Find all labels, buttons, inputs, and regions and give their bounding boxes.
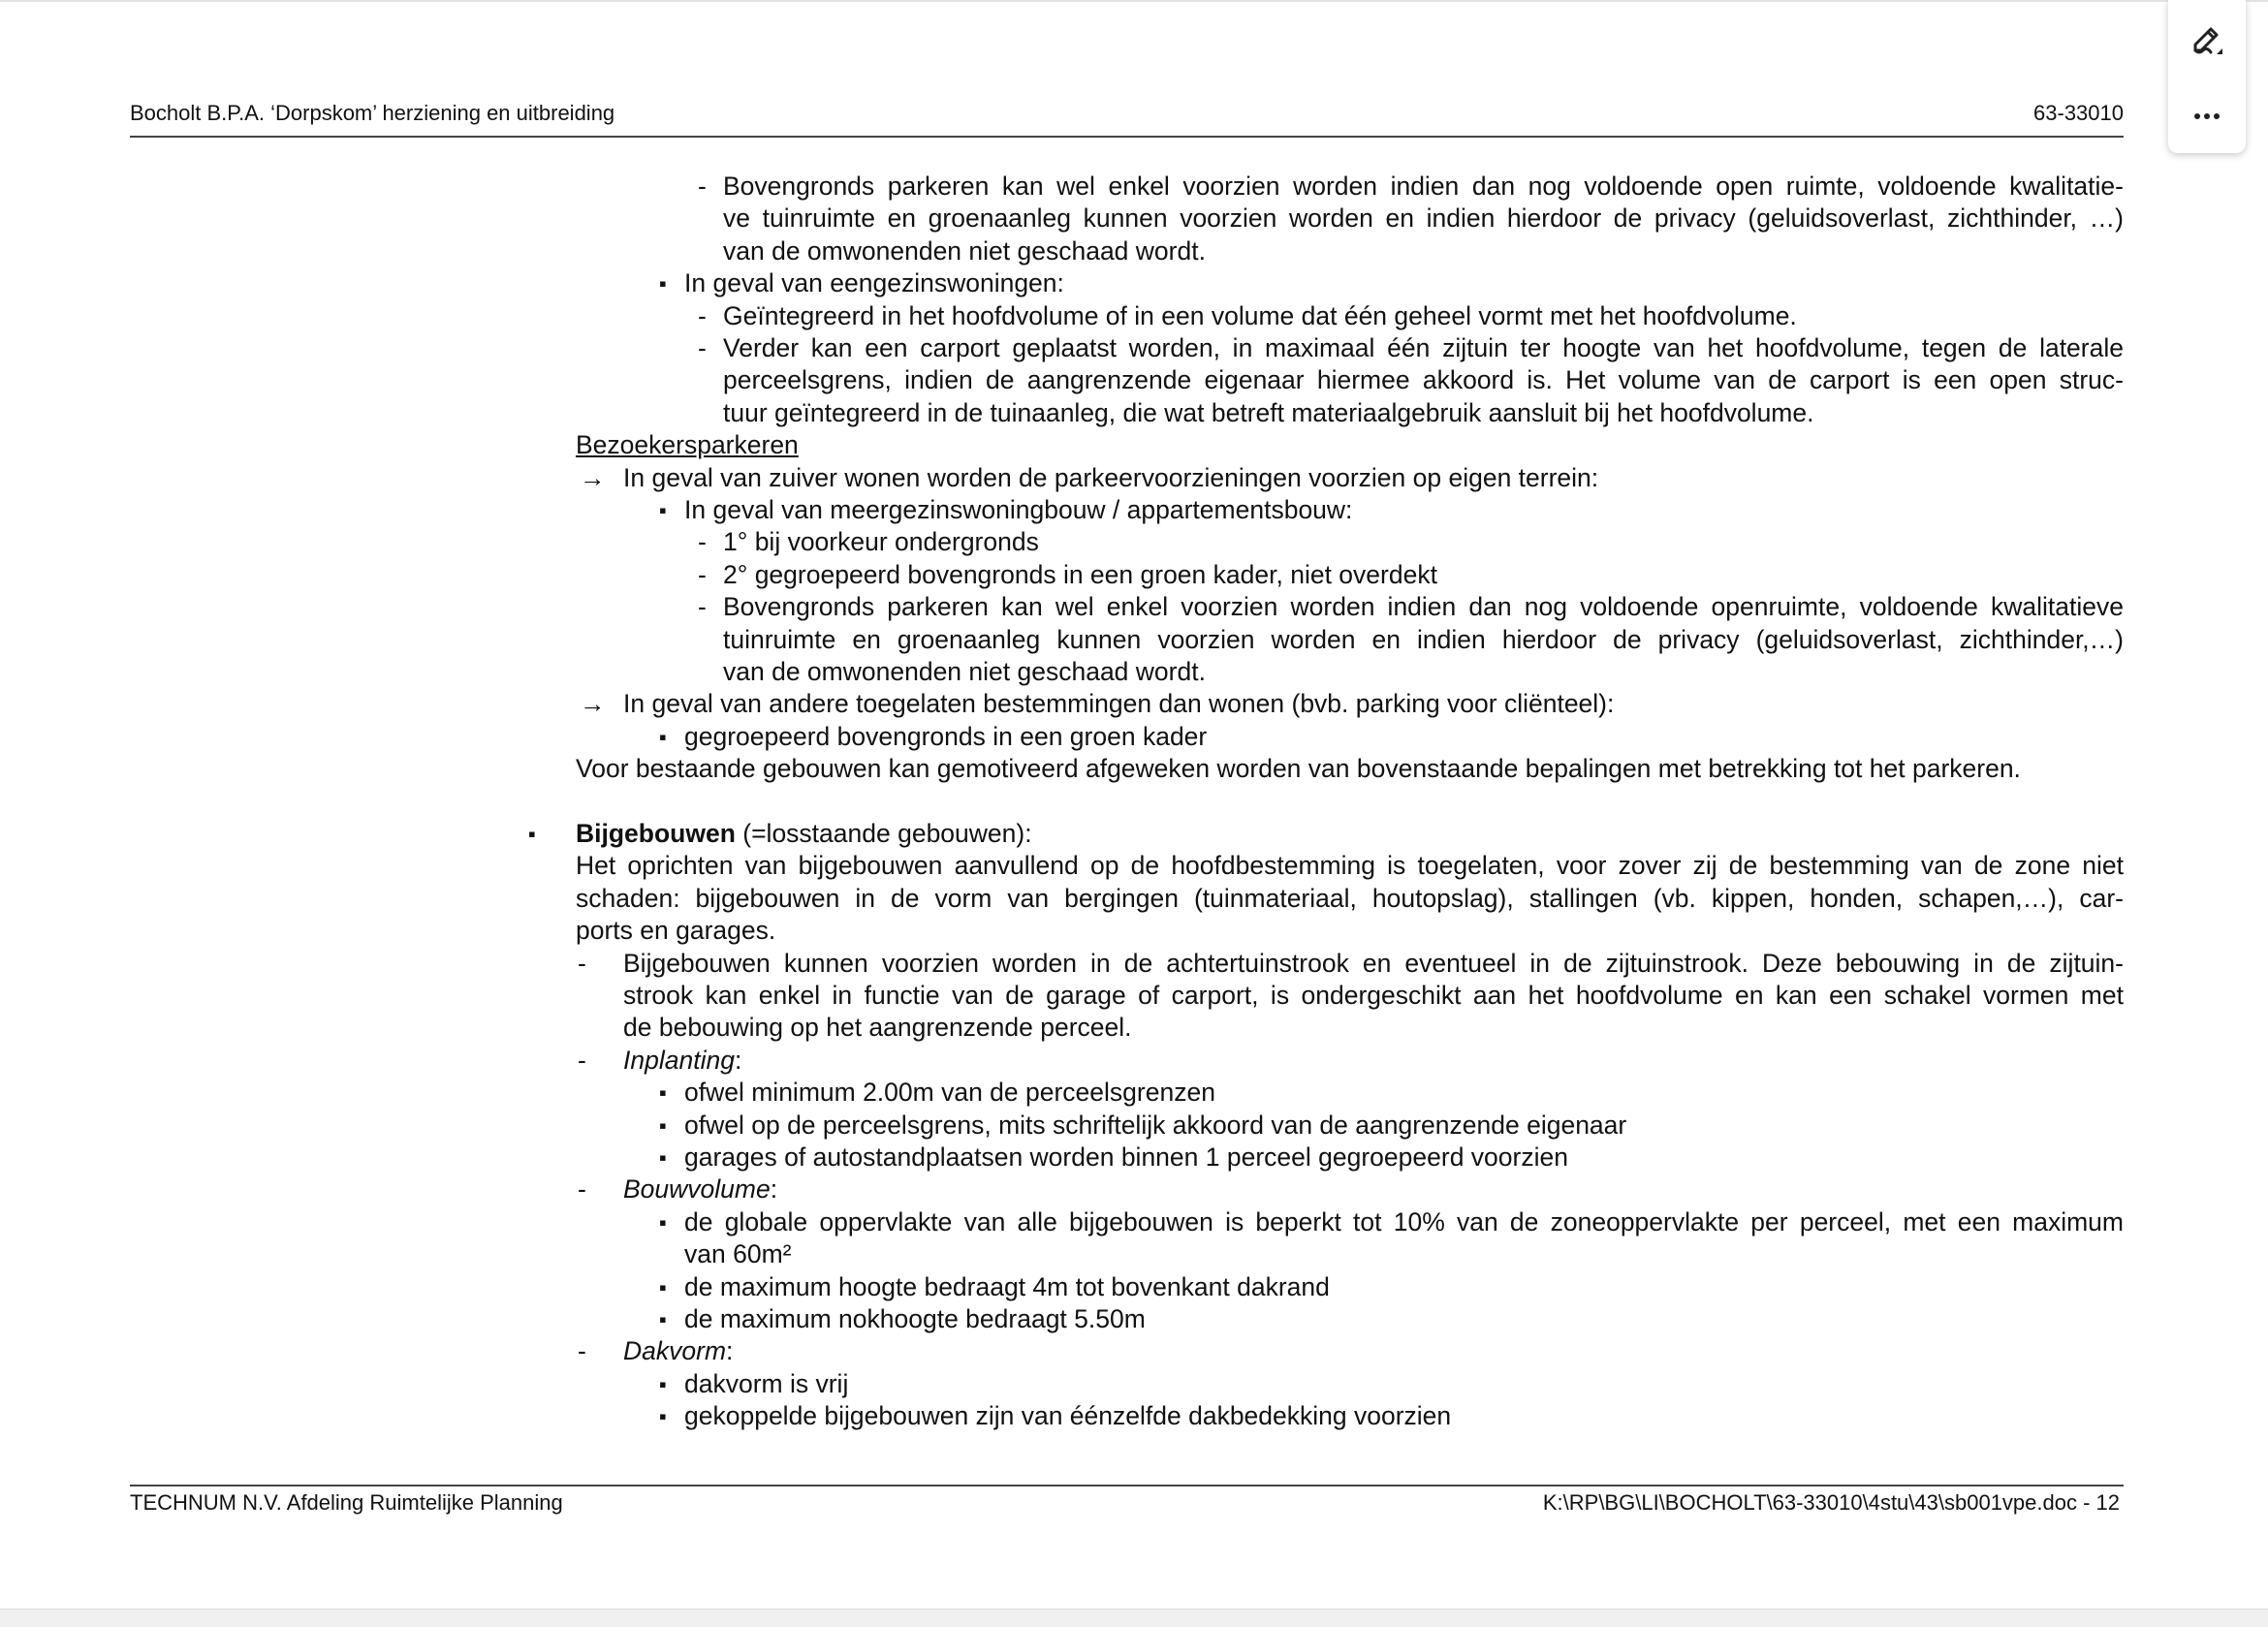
list-item: garages of autostandplaatsen worden binnen 1 perceel gegroepeerd voorzien bbox=[684, 1142, 1568, 1172]
text-line bbox=[0, 526, 2167, 558]
header-title: Bocholt B.P.A. ‘Dorpskom’ herziening en uitbreiding bbox=[130, 101, 615, 125]
list-item: Geïntegreerd in het hoofdvolume of in een volume dat één geheel vormt met het hoofdvolume. bbox=[723, 300, 1797, 330]
footer-file-path: K:\RP\BG\LI\BOCHOLT\63-33010\4stu\43\sb001vpe.doc - 12 bbox=[1542, 1490, 2120, 1515]
square-bullet-icon: ▪ bbox=[659, 1307, 667, 1331]
text-line bbox=[0, 1110, 2167, 1142]
dash-marker: - bbox=[578, 1336, 586, 1366]
text-line bbox=[0, 332, 2167, 364]
subheading-colon: : bbox=[770, 1174, 778, 1205]
dash-marker: - bbox=[578, 1045, 586, 1075]
paragraph-line: schaden: bijgebouwen in de vorm van bergingen (tuinmateriaal, houtopslag), stallingen (vb. kippen, honden, schapen,…), car- bbox=[576, 883, 2124, 913]
text-line bbox=[0, 1173, 2167, 1205]
section-heading-suffix: (=losstaande gebouwen): bbox=[735, 819, 1032, 848]
paragraph-line: strook kan enkel in functie van de garage of carport, is ondergeschikt aan het hoofdvolume en kan een schakel vormen met bbox=[623, 981, 2124, 1010]
draw-sign-icon bbox=[2184, 17, 2230, 64]
square-bullet-icon: ▪ bbox=[659, 1209, 667, 1235]
arrow-right-icon: → bbox=[580, 462, 606, 492]
text-line bbox=[0, 1045, 2167, 1077]
text-line bbox=[0, 753, 2167, 785]
text-line bbox=[0, 1303, 2167, 1335]
text-line bbox=[0, 267, 2167, 299]
paragraph-line: de globale oppervlakte van alle bijgebouwen is beperkt tot 10% van de zoneoppervlakte per perceel, met een maximum bbox=[684, 1206, 2124, 1236]
text-line bbox=[0, 688, 2167, 720]
paragraph-line: van de omwonenden niet geschaad wordt. bbox=[723, 657, 1206, 686]
paragraph-line: Bovengronds parkeren kan wel enkel voorzien worden indien dan nog voldoende open ruimte, voldoende kwalitatie- bbox=[723, 172, 2124, 201]
paragraph-line: ports en garages. bbox=[576, 916, 776, 946]
text-line bbox=[0, 624, 2167, 656]
text-line bbox=[0, 980, 2167, 1012]
subheading-italic: Inplanting bbox=[623, 1045, 735, 1075]
square-bullet-icon: ▪ bbox=[659, 1112, 667, 1138]
text-line bbox=[0, 1142, 2167, 1173]
dash-marker: - bbox=[698, 527, 707, 557]
dash-marker: - bbox=[698, 300, 707, 330]
section-heading-bold: Bijgebouwen bbox=[576, 819, 736, 848]
square-bullet-icon: ▪ bbox=[659, 1371, 667, 1396]
text-line bbox=[0, 1271, 2167, 1303]
arrow-right-icon: → bbox=[580, 689, 606, 719]
square-bullet-icon: ▪ bbox=[659, 271, 667, 297]
text-line bbox=[0, 559, 2167, 591]
floating-toolbar bbox=[2168, 0, 2246, 153]
paragraph-line: Bijgebouwen kunnen voorzien worden in de achtertuinstrook en eventueel in de zijtuinstrook. Deze bebouwing in de zijtuin- bbox=[623, 948, 2124, 978]
list-item: In geval van eengezinswoningen: bbox=[684, 268, 1064, 298]
text-line bbox=[0, 1400, 2167, 1432]
list-item: In geval van andere toegelaten bestemmingen dan wonen (bvb. parking voor cliënteel): bbox=[623, 689, 1615, 719]
subheading-italic: Dakvorm bbox=[623, 1336, 727, 1366]
square-bullet-icon: ▪ bbox=[659, 1404, 667, 1429]
subheading-colon: : bbox=[726, 1336, 734, 1366]
header-project-number: 63-33010 bbox=[2033, 101, 2124, 125]
text-line bbox=[0, 429, 2167, 461]
square-bullet-icon: ▪ bbox=[659, 1274, 667, 1299]
text-line bbox=[0, 915, 2167, 947]
page-header bbox=[130, 97, 2124, 138]
section-heading: Bezoekersparkeren bbox=[576, 430, 799, 460]
subheading-colon: : bbox=[734, 1045, 742, 1075]
list-item: gekoppelde bijgebouwen zijn van éénzelfde dakbedekking voorzien bbox=[684, 1401, 1452, 1431]
text-line bbox=[0, 948, 2167, 980]
text-line bbox=[0, 1335, 2167, 1367]
paragraph-line: van 60m² bbox=[684, 1239, 792, 1269]
paragraph-line: tuur geïntegreerd in de tuinaanleg, die wat betreft materiaalgebruik aansluit bij het hoofdvolume. bbox=[723, 397, 1814, 427]
list-item: dakvorm is vrij bbox=[684, 1368, 849, 1398]
text-line bbox=[0, 883, 2167, 915]
text-line bbox=[0, 850, 2167, 882]
subheading-italic: Bouwvolume bbox=[623, 1174, 771, 1205]
paragraph-line: Het oprichten van bijgebouwen aanvullend op de hoofdbestemming is toegelaten, voor zover zij de bestemming van de zone niet bbox=[576, 851, 2124, 881]
text-line bbox=[0, 721, 2167, 753]
dash-marker: - bbox=[578, 948, 586, 978]
paragraph-line: ve tuinruimte en groenaanleg kunnen voorzien worden en indien hierdoor de privacy (geluidsoverlast, zichthinder, …) bbox=[723, 203, 2124, 234]
paragraph-line: Voor bestaande gebouwen kan gemotiveerd afgeweken worden van bovenstaande bepalingen met betrekking tot het parkeren. bbox=[576, 754, 2021, 784]
text-line bbox=[0, 397, 2167, 429]
list-item: de maximum nokhoogte bedraagt 5.50m bbox=[684, 1304, 1146, 1333]
text-line bbox=[0, 591, 2167, 623]
list-item: ofwel op de perceelsgrens, mits schriftelijk akkoord van de aangrenzende eigenaar bbox=[684, 1110, 1627, 1140]
square-bullet-icon: ▪ bbox=[659, 1080, 667, 1106]
text-line bbox=[0, 818, 2167, 850]
text-line bbox=[0, 656, 2167, 688]
square-bullet-icon: ▪ bbox=[659, 498, 667, 522]
paragraph-line: van de omwonenden niet geschaad wordt. bbox=[723, 235, 1206, 266]
list-item: gegroepeerd bovengronds in een groen kader bbox=[684, 721, 1208, 751]
footer-company: TECHNUM N.V. Afdeling Ruimtelijke Planning bbox=[130, 1490, 563, 1515]
paragraph-line: de bebouwing op het aangrenzende perceel. bbox=[623, 1013, 1132, 1043]
text-line bbox=[0, 1238, 2167, 1270]
dash-marker: - bbox=[698, 333, 707, 362]
list-item: 2° gegroepeerd bovengronds in een groen kader, niet overdekt bbox=[723, 559, 1437, 589]
more-options-button[interactable] bbox=[2184, 93, 2230, 140]
text-line bbox=[0, 462, 2167, 494]
dash-marker: - bbox=[698, 172, 707, 201]
text-line bbox=[0, 364, 2167, 396]
text-line bbox=[0, 300, 2167, 332]
paragraph-line: tuinruimte en groenaanleg kunnen voorzien worden en indien hierdoor de privacy (geluidsoverlast, zichthinder,…) bbox=[723, 624, 2124, 654]
square-bullet-icon: ▪ bbox=[528, 822, 536, 846]
draw-sign-button[interactable] bbox=[2184, 17, 2230, 64]
text-line bbox=[0, 1077, 2167, 1109]
text-line bbox=[0, 1012, 2167, 1044]
dash-marker: - bbox=[698, 559, 707, 589]
text-line bbox=[0, 1368, 2167, 1400]
list-item: 1° bij voorkeur ondergronds bbox=[723, 527, 1039, 557]
paragraph-line: perceelsgrens, indien de aangrenzende eigenaar hiermee akkoord is. Het volume van de carport is een open struc- bbox=[723, 365, 2124, 395]
list-item: In geval van zuiver wonen worden de parkeervoorzieningen voorzien op eigen terrein: bbox=[623, 462, 1599, 492]
text-line bbox=[0, 494, 2167, 526]
list-item: In geval van meergezinswoningbouw / appartementsbouw: bbox=[684, 495, 1353, 524]
paragraph-line: Verder kan een carport geplaatst worden, in maximaal één zijtuin ter hoogte van het hoofdvolume, tegen de laterale bbox=[723, 333, 2124, 362]
list-item: ofwel minimum 2.00m van de perceelsgrenzen bbox=[684, 1078, 1215, 1108]
dash-marker: - bbox=[698, 592, 707, 622]
dash-marker: - bbox=[578, 1174, 586, 1205]
viewer-bottom-bar bbox=[0, 1609, 2268, 1627]
text-line bbox=[0, 235, 2167, 267]
text-line bbox=[0, 203, 2167, 235]
square-bullet-icon: ▪ bbox=[659, 1145, 667, 1170]
paragraph-line: Bovengronds parkeren kan wel enkel voorzien worden indien dan nog voldoende openruimte, voldoende kwalitatieve bbox=[723, 592, 2124, 622]
text-line bbox=[0, 171, 2167, 203]
text-line bbox=[0, 1206, 2167, 1238]
list-item: de maximum hoogte bedraagt 4m tot bovenkant dakrand bbox=[684, 1271, 1330, 1301]
square-bullet-icon: ▪ bbox=[659, 724, 667, 749]
more-options-icon bbox=[2184, 93, 2230, 140]
page-footer bbox=[130, 1485, 2124, 1525]
